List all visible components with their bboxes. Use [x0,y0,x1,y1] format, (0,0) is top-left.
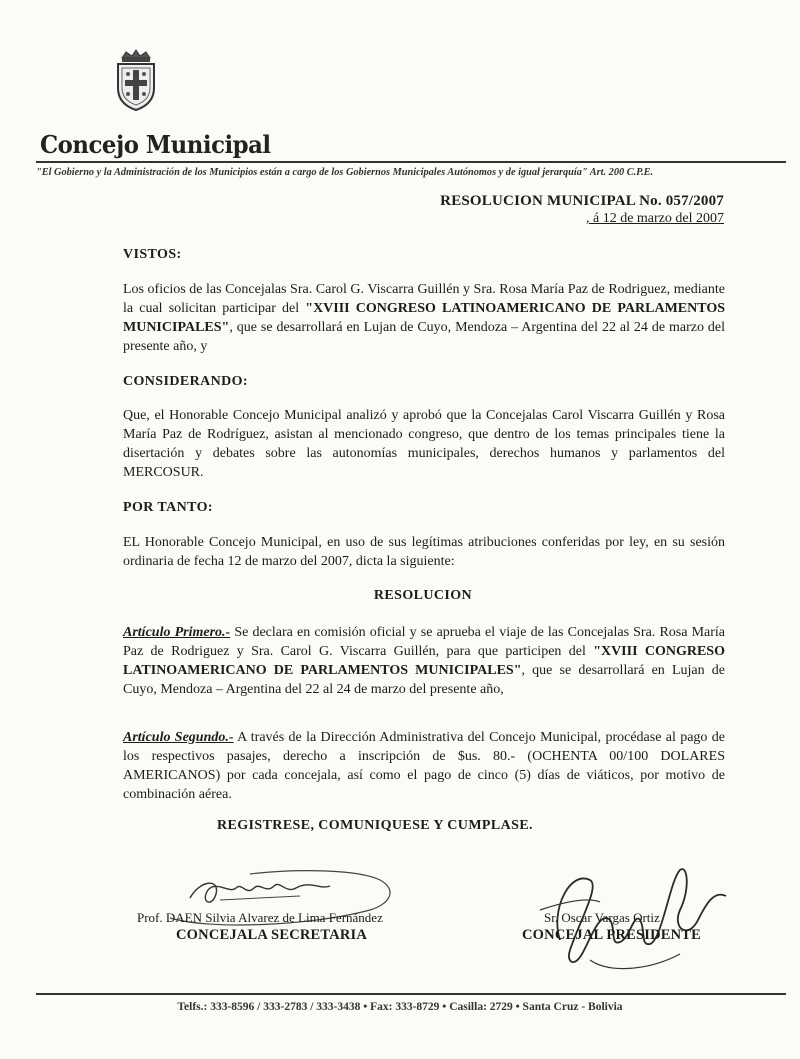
resolution-number: RESOLUCION MUNICIPAL No. 057/2007 [440,193,724,209]
resolution-date: , á 12 de marzo del 2007 [585,211,724,226]
header-divider [36,161,786,163]
signatory-2-name: Sr. Oscar Vargas Ortiz [544,910,660,925]
vistos-paragraph [123,280,725,356]
article-1-congress: "XVIII CONGRESO LATINOAMERICANO DE PARLAMENTOS MUNICIPALES" [123,644,725,678]
congress-name: "XVIII CONGRESO LATINOAMERICANO DE PARLAMENTOS MUNICIPALES" [123,301,726,335]
footer-contact: Telfs.: 333-8596 / 333-2783 / 333-3438 • Fax: 333-8729 • Casilla: 2729 • Santa Cruz - Bolivia [177,1001,623,1013]
constitution-quote: "El Gobierno y la Administración de los Municipios están a cargo de los Gobiernos Municipales Autónomos y de igual jerarquía" Art. 200 C.P.E. [36,167,654,178]
article-2-label: Artículo Segundo.- [123,730,234,745]
article-2 [123,728,725,804]
coat-of-arms-icon [112,48,160,112]
considerando-heading: CONSIDERANDO: [123,374,248,389]
por-tanto-paragraph: EL Honorable Concejo Municipal, en uso de sus legítimas atribuciones conferidas por ley, en su sesión ordinaria de fecha 12 de marzo del 2007, dicta la siguiente: [123,535,725,569]
por-tanto-heading: POR TANTO: [123,500,213,515]
article-1 [123,623,725,699]
signatory-1-title: CONCEJALA SECRETARIA [176,927,368,943]
vistos-heading: VISTOS: [123,247,182,262]
article-2-text: A través de la Dirección Administrativa del Concejo Municipal, procédase al pago de los respectivos pasajes, derecho a inscripción de $us. 80.- (OCHENTA 00/100 DOLARES AMERICANOS) por cada concejala, así como el pago de cinco (5) días de viáticos, por motivo de combinación aérea. [123,730,725,802]
signatory-2-title: CONCEJAL PRESIDENTE [522,927,702,943]
closing-statement: REGISTRESE, COMUNIQUESE Y CUMPLASE. [217,818,533,833]
article-1-text-2: , que se desarrollará en Lujan de Cuyo, Mendoza – Argentina del 22 al 24 de marzo del presente año, [123,663,725,697]
vistos-text-2: , que se desarrollará en Lujan de Cuyo, Mendoza – Argentina del 22 al 24 de marzo del presente año, y [123,320,725,354]
considerando-paragraph: Que, el Honorable Concejo Municipal analizó y aprobó que la Concejalas Carol Viscarra Guillén y Rosa María Paz de Rodríguez, asistan al mencionado congreso, que dentro de los temas principales tiene la disertación y debates sobre las autonomías municipales, derechos humanos y parlamentos del MERCOSUR. [123,408,725,480]
vistos-text-1: Los oficios de las Concejalas Sra. Carol G. Viscarra Guillén y Sra. Rosa María Paz de Rodriguez, mediante la cual solicitan participar del [123,282,725,316]
organization-name: Concejo Municipal [40,130,271,159]
article-1-label: Artículo Primero.- [123,625,231,640]
resolucion-title: RESOLUCION [373,588,473,603]
footer-divider [36,993,786,995]
article-1-text-1: Se declara en comisión oficial y se aprueba el viaje de las Concejalas Sra. Rosa María Paz de Rodriguez y Sra. Carol G. Viscarra Guillén, para que participen del [123,625,725,659]
signatory-1-name: Prof. DAEN Silvia Alvarez de Lima Fernández [137,910,383,925]
